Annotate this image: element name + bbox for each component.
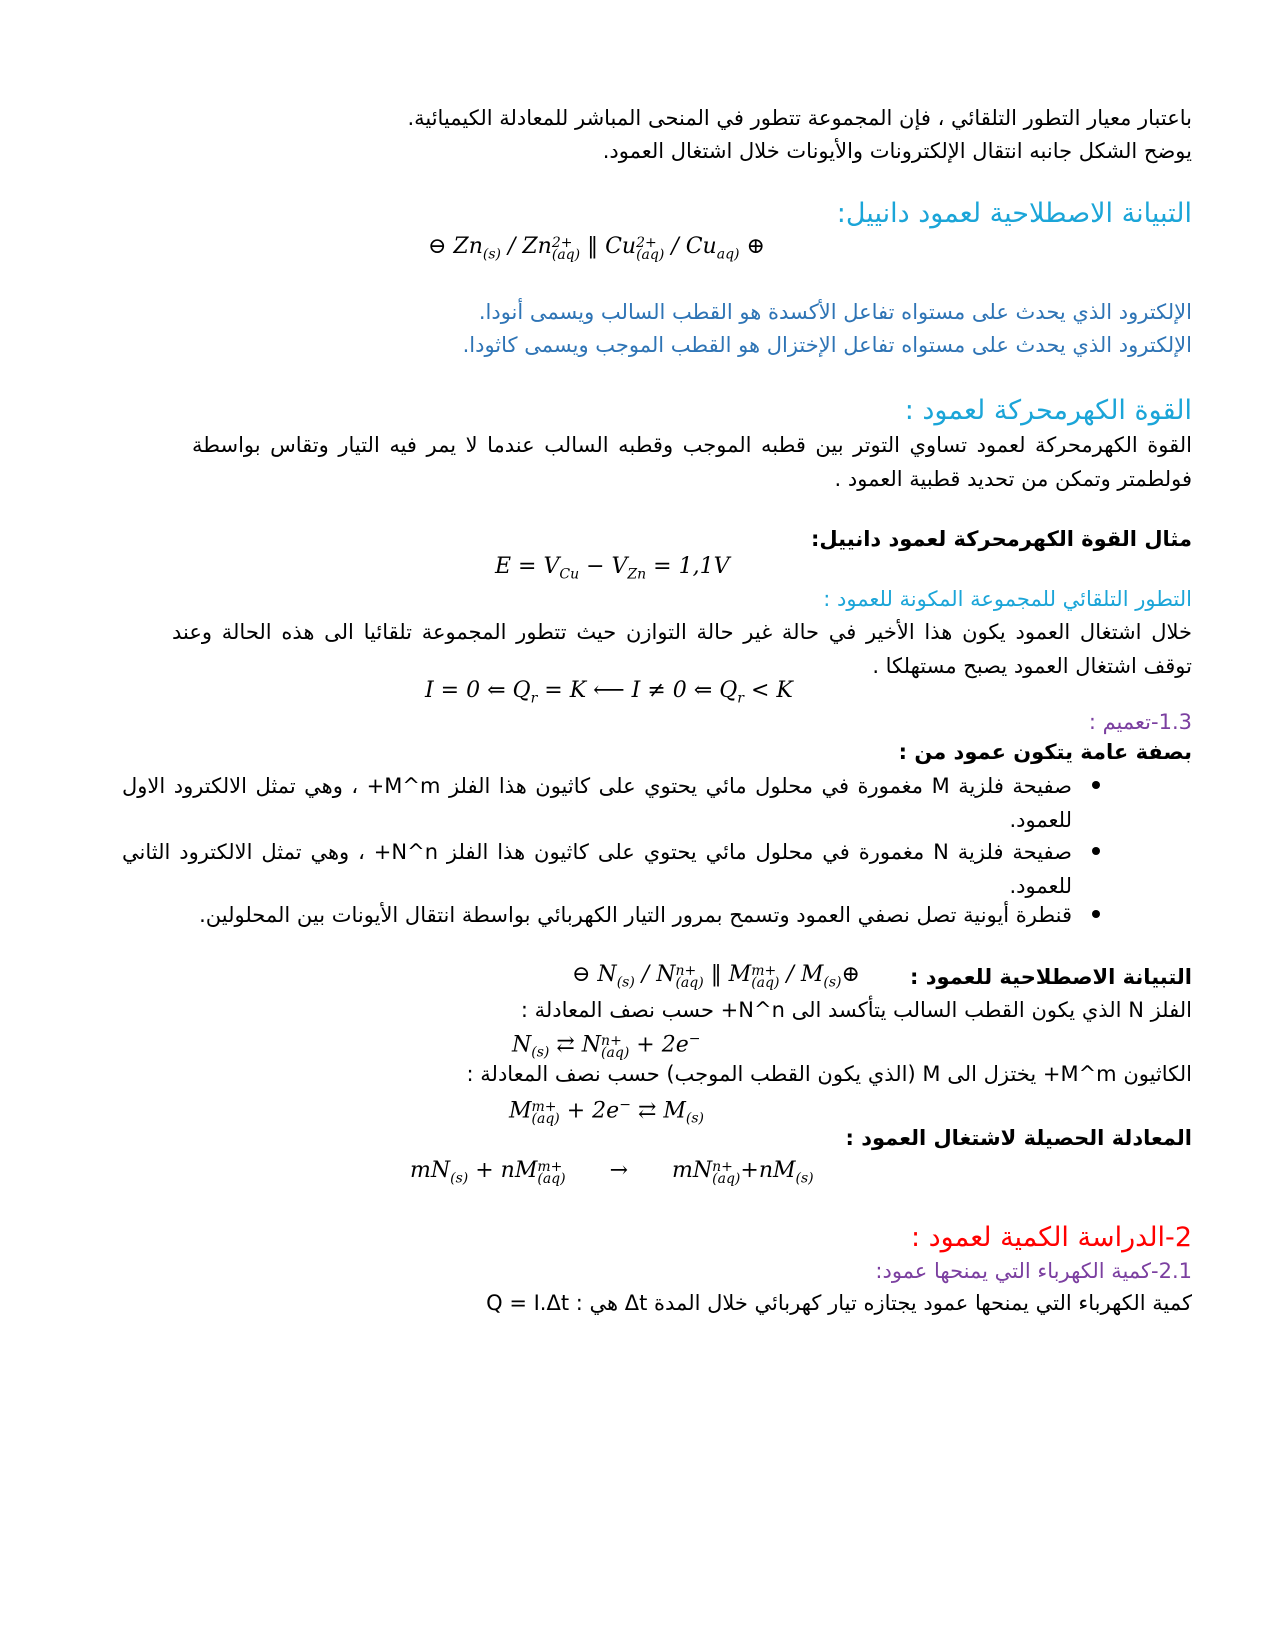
anode-definition: الإلكترود الذي يحدث على مستواه تفاعل الأكسدة هو القطب السالب ويسمى أنودا. [478,300,1192,324]
emf-example-title: مثال القوة الكهرمحركة لعمود دانييل: [811,527,1192,551]
intro-line-1: باعتبار معيار التطور التلقائي ، فإن المجموعة تتطور في المنحى المباشر للمعادلة الكيميائية. [407,106,1192,130]
cathode-definition: الإلكترود الذي يحدث على مستواه تفاعل الإختزال هو القطب الموجب ويسمى كاثودا. [462,333,1192,357]
bullet-marker [1092,910,1100,918]
reduction-equation: M m+ (aq) + 2e− ⇄ $M_{(s)}$ [509,1097,705,1128]
bullet-item: قنطرة أيونية تصل نصفي العمود وتسمح بمرور التيار الكهربائي بواسطة انتقال الأيونات بين المحلولين. [199,903,1072,927]
quantitative-heading: 2-الدراسة الكمية لعمود : [910,1222,1192,1253]
bullet-item: صفيحة فلزية N مغمورة في محلول مائي يحتوي على كاثيون هذا الفلز N^n+ ، وهي تمثل الالكترود الثاني للعمود. [122,840,1072,898]
reduction-text: الكاثيون M^m+ يختزل الى M (الذي يكون القطب الموجب) حسب نصف المعادلة : [466,1062,1192,1086]
emf-example-formula: $E = V_{Cu} - V_{Zn} = 1,1V$ [495,554,730,583]
bullet-marker [1092,847,1100,855]
generalization-heading: 1.3-تعميم : [1088,710,1192,734]
generalization-intro: بصفة عامة يتكون عمود من : [898,740,1192,764]
bullet-item: صفيحة فلزية M مغمورة في محلول مائي يحتوي على كاثيون هذا الفلز M^m+ ، وهي تمثل الالكترود الاول للعمود. [122,774,1072,832]
evolution-heading: التطور التلقائي للمجموعة المكونة للعمود : [823,587,1192,611]
bullet-marker [1092,781,1100,789]
oxidation-equation: $N_{(s)}$ ⇄ N n+ (aq) + 2e− [512,1031,701,1062]
daniell-notation-heading: التبيانة الاصطلاحية لعمود دانييل: [836,198,1192,229]
general-notation-label: التبيانة الاصطلاحية للعمود : [910,965,1192,989]
quantity-of-electricity-text: كمية الكهرباء التي يمنحها عمود يجتازه تيار كهربائي خلال المدة Δt هي : Q = I.Δt [486,1291,1192,1315]
evolution-formula: I = 0 ⇐ $Q_r = K$ ⟵ I ≠ 0 ⇐ $Q_r < K$ [425,678,793,707]
emf-definition: القوة الكهرمحركة لعمود تساوي التوتر بين قطبه الموجب وقطبه السالب عندما لا يمر فيه التيار وتقاس بواسطة فولطمتر وتمكن من تحديد قطبية العمود . [192,433,1192,491]
oxidation-text: الفلز N الذي يكون القطب السالب يتأكسد الى N^n+ حسب نصف المعادلة : [520,998,1192,1022]
quantitative-subheading: 2.1-كمية الكهرباء التي يمنحها عمود: [875,1259,1192,1283]
emf-heading: القوة الكهرمحركة لعمود : [904,395,1192,426]
daniell-notation-formula: ⊖ $Zn_{(s)}$ / Zn 2+ (aq) ‖ Cu 2+ (aq) / $Cu_{aq)}$ ⊕ [428,234,765,263]
intro-line-2: يوضح الشكل جانبه انتقال الإلكترونات والأيونات خلال اشتغال العمود. [602,139,1192,163]
overall-equation: $mN_{(s)}$ + nM m+ (aq) → mN n+ (aq) $+nM_{(s)}$ [410,1158,814,1187]
overall-equation-label: المعادلة الحصيلة لاشتغال العمود : [845,1126,1192,1150]
evolution-text: خلال اشتغال العمود يكون هذا الأخير في حالة غير حالة التوازن حيث تتطور المجموعة تلقائيا الى هذه الحالة وعند توقف اشتغال العمود يصبح مستهلكا . [172,620,1192,678]
general-notation-formula: ⊖ $N_{(s)}$ / N n+ (aq) ‖ M m+ (aq) / $M_{(s)}\oplus$ [572,962,860,991]
